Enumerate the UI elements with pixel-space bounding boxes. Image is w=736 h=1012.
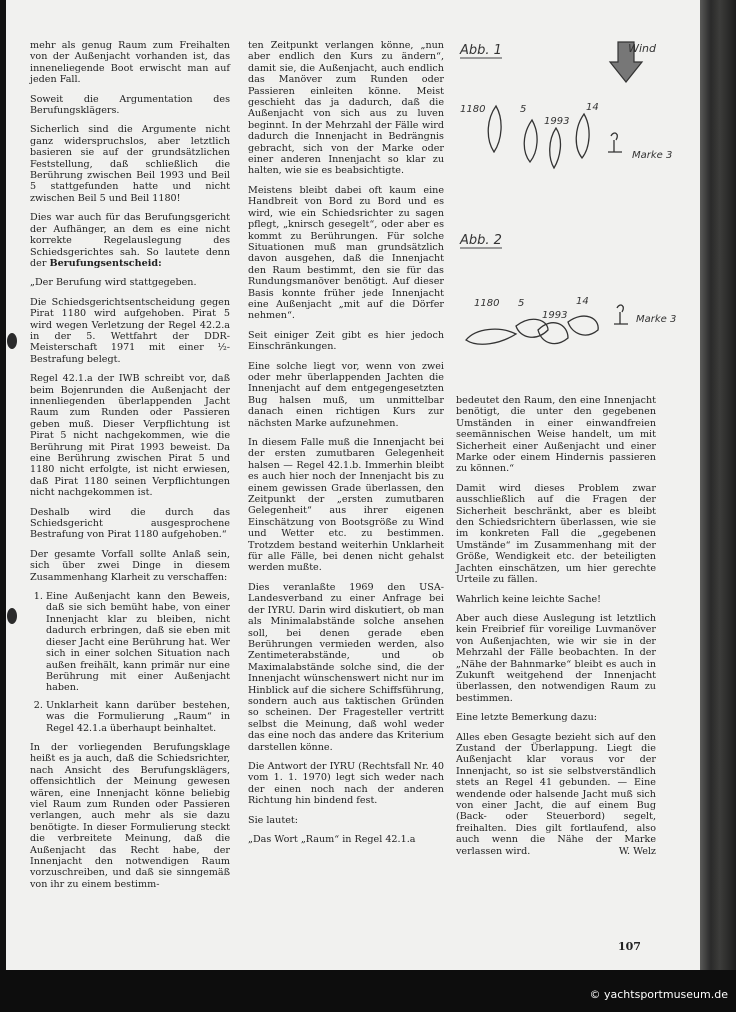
author-signature: W. Welz xyxy=(618,845,656,857)
figure-2-label: Abb. 2 xyxy=(460,233,502,248)
watermark: © yachtsportmuseum.de xyxy=(589,988,728,1001)
text-column-2 xyxy=(248,40,444,853)
boat-icon xyxy=(568,316,598,335)
paragraph: „Das Wort „Raum“ in Regel 42.1.a xyxy=(248,834,416,845)
bold-heading: Berufungsentscheid: xyxy=(49,257,162,269)
boat-number: 5 xyxy=(518,298,525,309)
paragraph xyxy=(30,212,230,269)
mark-label: Marke 3 xyxy=(636,314,677,325)
list-item: 1. Eine Außenjacht kann den Beweis, daß sie sich bemüht habe, von einer Innenjacht klar zu bleiben, nicht dadurch erbringen, daß sie eben mit dieser Jacht eine Berührung hat. Wer sich in einer solchen Situation nach außen freihält, kann primär nur eine Berührung mit einer Außenjacht haben. xyxy=(46,591,230,694)
figure-2 xyxy=(456,230,677,370)
wind-label: Wind xyxy=(628,42,656,55)
binding-hole xyxy=(7,333,17,349)
paragraph: Soweit die Argumentation des Berufungsklägers. xyxy=(30,93,230,117)
mark-buoy-icon xyxy=(614,305,628,324)
boat-icon xyxy=(576,114,589,158)
paragraph: Seit einiger Zeit gibt es hier jedoch Einschränkungen. xyxy=(248,329,444,353)
figure-1-label: Abb. 1 xyxy=(460,43,502,58)
paragraph xyxy=(456,732,656,857)
paragraph: Dies veranlaßte 1969 den USA-Landesverband zu einer Anfrage bei der IYRU. Darin wird diskutiert, ob man als Minimalabstände solche ansehen soll, bei denen gerade eben Berührungen vermieden werden, also Zentimeterabstände, und ob Maximalabstände solche sind, die der Innenjacht wünschenswert nicht nur im Hinblick auf die sichere Schiffsführung, sondern auch aus taktischen Gründen so scheinen. Der Fragesteller vertritt selbst die Meinung, daß wohl weder das eine noch das andere das Kriterium darstellen könne. xyxy=(248,581,444,753)
mark-buoy-icon xyxy=(608,133,622,152)
paragraph: Eine solche liegt vor, wenn von zwei oder mehr überlappenden Jachten die Innenjacht auf dem entgegengesetzten Bug halsen muß, um unmittelbar danach einen richtigen Kurs zur nächsten Marke aufzunehmen. xyxy=(248,360,444,429)
boat-number: 1993 xyxy=(542,310,568,321)
boat-icon xyxy=(538,323,568,344)
paragraph: Die Antwort der IYRU (Rechtsfall Nr. 40 vom 1. 1. 1970) legt sich weder nach der einen noch nach der anderen Richtung hin bindend fest. xyxy=(248,760,444,807)
figure-1 xyxy=(456,40,673,180)
figure-2-diagram xyxy=(456,230,677,370)
paragraph: Regel 42.1.a der IWB schreibt vor, daß beim Bojenrunden die Außenjacht der innenliegenden überlappenden Jacht Raum zum Runden oder Passieren geben muß. Dieser Verpflichtung ist Pirat 5 nicht nachgekommen, wie die Berührung mit Pirat 1993 beweist. Da eine Berührung zwischen Pirat 5 und 1180 nicht erfolgte, ist nicht erwiesen, daß Pirat 1180 seinen Verpflichtungen nicht nachgekommen ist. xyxy=(30,373,230,499)
boat-number: 1993 xyxy=(544,116,570,127)
page-number: 107 xyxy=(618,940,641,953)
paragraph: Deshalb wird die durch das Schiedsgericht ausgesprochene Bestrafung von Pirat 1180 aufgehoben.“ xyxy=(30,506,230,541)
numbered-list xyxy=(30,591,230,734)
boat-icon xyxy=(550,128,561,168)
figure-1-diagram xyxy=(456,40,673,180)
boat-icon xyxy=(466,329,516,344)
paragraph: Die Schiedsgerichtsentscheidung gegen Pirat 1180 wird aufgehoben. Pirat 5 wird wegen Verletzung der Regel 42.2.a in der 5. Wettfahrt der DDR-Meisterschaft 1971 mit einer ½-Bestrafung belegt. xyxy=(30,296,230,365)
magazine-page xyxy=(6,0,706,970)
paragraph: bedeutet den Raum, den eine Innenjacht benötigt, die unter den gegebenen Umständen in einer einwandfreien seemännischen Weise handelt, um mit Sicherheit einer Außenjacht und einer Marke oder einem Hindernis passieren zu können.“ xyxy=(456,395,656,475)
paragraph-text: Dies war auch für das Berufungsgericht der Aufhänger, an dem es eine nicht korrekte Regelauslegung des Schiedsgerichtes sah. So lautete denn der xyxy=(30,212,230,269)
mark-label: Marke 3 xyxy=(632,150,673,161)
paragraph: mehr als genug Raum zum Freihalten von der Außenjacht vorhanden ist, das inneneliegende Boot erwischt man auf jeden Fall. xyxy=(30,40,230,86)
paragraph: Wahrlich keine leichte Sache! xyxy=(456,593,602,605)
boat-icon xyxy=(516,319,548,337)
list-item: 2. Unklarheit kann darüber bestehen, was die Formulierung „Raum“ in Regel 42.1.a überhaupt beinhaltet. xyxy=(46,700,230,734)
paragraph-text: Alles eben Gesagte bezieht sich auf den Zustand der Überlappung. Liegt die Außenjacht klar voraus vor der Innenjacht, so ist sie selbstverständlich stets an Regel 41 gebunden. — Eine wendende oder halsende Jacht muß sich von einer Jacht, die auf einem Bug (Back- oder Steuerbord) segelt, freihalten. Dies gilt fortlaufend, also auch wenn die Nähe der Marke verlassen wird. xyxy=(456,731,656,857)
paragraph: Aber auch diese Auslegung ist letztlich kein Freibrief für voreilige Luvmanöver von Außenjachten, wie wir sie in der Mehrzahl der Fälle beobachten. In der „Nähe der Bahnmarke“ bleibt es auch in Zukunft weitgehend der Innenjacht überlassen, den notwendigen Raum zu bestimmen. xyxy=(456,612,656,704)
paragraph: Meistens bleibt dabei oft kaum eine Handbreit von Bord zu Bord und es wird, wie ein Schiedsrichter zu sagen pflegt, „knirsch gesegelt“, oder aber es kommt zu Berührungen. Für solche Situationen muß man grundsätzlich davon ausgehen, daß die Innenjacht den Raum bestimmt, den sie für das Rundungsmanöver benötigt. Auf dieser Basis konnte früher jede Innenjacht eine Außenjacht „mit auf die Dörfer nehmen“. xyxy=(248,184,444,322)
book-spine xyxy=(700,0,736,1012)
boat-number: 1180 xyxy=(460,104,486,115)
boat-number: 1180 xyxy=(474,298,500,309)
paragraph: „Der Berufung wird stattgegeben. xyxy=(30,277,197,289)
boat-number: 14 xyxy=(576,296,589,307)
boat-icon xyxy=(524,120,537,162)
paragraph: Damit wird dieses Problem zwar ausschließlich auf die Fragen der Sicherheit beschränkt, aber es bleibt den Schiedsrichtern überlassen, wie sie im konkreten Fall die „gegebenen Umstände“ im Zusammenhang mit der Größe, Wendigkeit etc. der beteiligten Jachten einschätzen, um hier gerechte Urteile zu fällen. xyxy=(456,482,656,586)
paragraph: Eine letzte Bemerkung dazu: xyxy=(456,712,597,724)
paragraph: Der gesamte Vorfall sollte Anlaß sein, sich über zwei Dinge in diesem Zusammenhang Klarheit zu verschaffen: xyxy=(30,548,230,583)
paragraph: Sicherlich sind die Argumente nicht ganz widerspruchslos, aber letztlich basieren sie auf der grundsätzlichen Feststellung, daß schließlich die Berührung zwischen Beil 1993 und Beil 5 stattgefunden hatte und nicht zwischen Beil 5 und Beil 1180! xyxy=(30,124,230,204)
boat-number: 14 xyxy=(586,102,599,113)
paragraph: ten Zeitpunkt verlangen könne, „nun aber endlich den Kurs zu ändern“, damit sie, die Außenjacht, auch endlich das Manöver zum Runden oder Passieren einleiten könne. Meist geschieht das ja dadurch, daß die Außenjacht von sich aus zu luven beginnt. In der Mehrzahl der Fälle wird dadurch die Innenjacht in Bedrängnis gebracht, sich von der Marke oder einer anderen Innenjacht so klar zu halten, wie sie es beabsichtigte. xyxy=(248,40,444,177)
column-3-text xyxy=(456,395,656,865)
boat-number: 5 xyxy=(520,104,527,115)
paragraph: Sie lautet: xyxy=(248,814,298,826)
binding-hole xyxy=(7,608,17,624)
paragraph: In diesem Falle muß die Innenjacht bei der ersten zumutbaren Gelegenheit halsen — Regel 42.1.b. Immerhin bleibt es auch hier noch der Innenjacht bis zu einem gewissen Grade überlassen, den Zeitpunkt der „ersten zumutbaren Gelegenheit“ aus ihrer eigenen Einschätzung von Bootsgröße zu Wind und Wetter etc. zu bestimmen. Trotzdem bestand weiterhin Unklarheit für alle Fälle, bei denen nicht gehalst werden mußte. xyxy=(248,437,444,574)
boat-icon xyxy=(488,106,501,152)
paragraph: In der vorliegenden Berufungsklage heißt es ja auch, daß die Schiedsrichter, nach Ansicht des Berufungsklägers, offensichtlich der Meinung gewesen wären, eine Innenjacht könne beliebig viel Raum zum Runden oder Passieren verlangen, auch mehr als sie dazu benötigte. In dieser Formulierung steckt die verbreitete Meinung, daß die Außenjacht das Recht habe, der Innenjacht den notwendigen Raum vorzuschreiben, und daß sie sinngemäß von ihr zu einem bestimm- xyxy=(30,741,230,890)
text-column-1 xyxy=(30,40,230,898)
